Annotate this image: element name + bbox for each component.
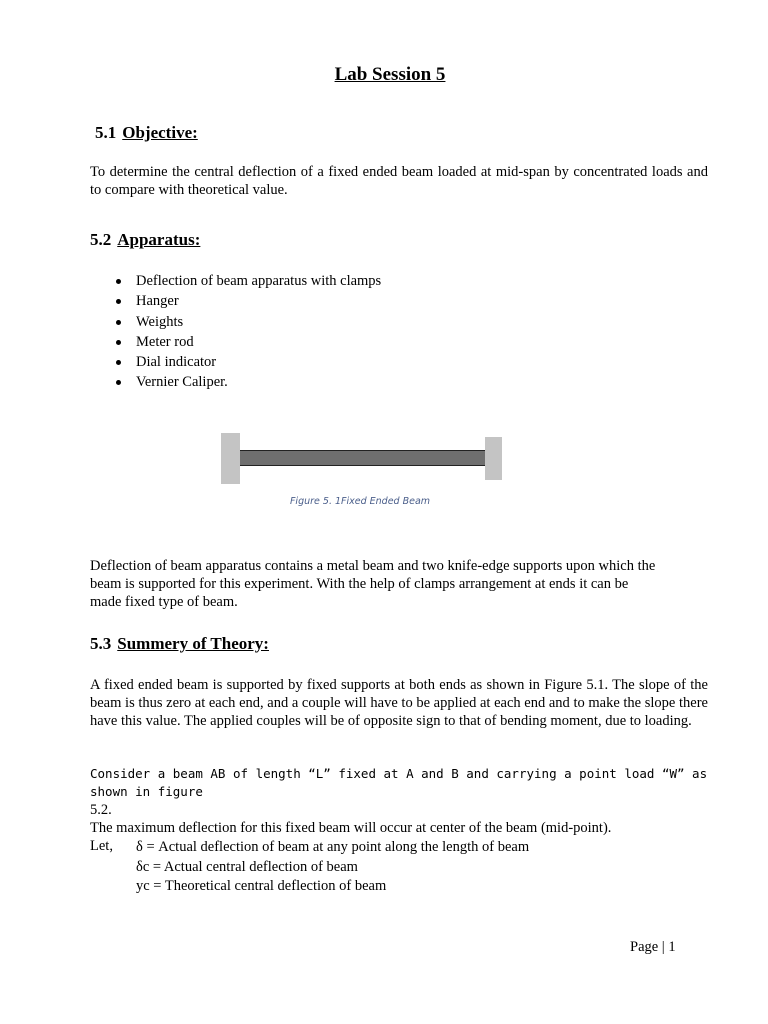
definitions-list [136,838,529,897]
bullet-icon [116,320,121,325]
section-heading-apparatus [90,230,200,250]
list-item-text: Deflection of beam apparatus with clamps [136,273,382,289]
section-label: Summery of Theory: [117,634,269,653]
list-item [112,291,381,311]
list-item [112,332,381,352]
objective-paragraph: To determine the central deflection of a fixed ended beam loaded at mid-span by concentrated loads and to compare with theoretical value. [90,164,708,198]
definition-delta: δ = Actual deflection of beam at any point along the length of beam [136,839,530,855]
theory-consider-line: Consider a beam AB of length “L” fixed at A and B and carrying a point load “W” as shown in figure [90,766,708,799]
theory-figure-ref: 5.2. [90,802,112,818]
let-label: Let, [90,838,113,854]
bullet-icon [116,360,121,365]
section-heading-objective [95,123,198,143]
section-label: Apparatus: [117,230,201,249]
list-item-text: Vernier Caliper. [136,374,228,391]
list-item [112,372,381,392]
beam [240,450,485,466]
page-title: Lab Session 5 [334,64,446,85]
list-item [112,312,381,332]
theory-max-deflection: The maximum deflection for this fixed beam will occur at center of the beam (mid-point). [90,820,612,836]
list-item [112,352,381,372]
section-heading-theory [90,634,269,654]
section-number: 5.2 [90,230,112,249]
section-number: 5.3 [90,634,112,653]
bullet-icon [116,279,121,284]
figure-caption: Figure 5. 1Fixed Ended Beam [289,496,431,507]
page-number: Page | 1 [630,939,676,955]
right-fixed-support [485,437,502,480]
section-label: Objective: [122,123,198,142]
bullet-icon [116,380,121,385]
list-item [112,271,381,291]
definition-delta-c: δc = Actual central deflection of beam [136,858,358,875]
section-number: 5.1 [95,123,117,142]
list-item-text: Hanger [136,293,179,310]
apparatus-list [112,271,381,393]
list-item-text: Dial indicator [136,354,217,371]
left-fixed-support [221,433,240,484]
fixed-beam-figure [221,433,503,485]
bullet-icon [116,340,121,345]
bullet-icon [116,299,121,304]
list-item-text: Weights [136,313,184,330]
definition-yc: yc = Theoretical central deflection of beam [136,878,387,894]
theory-paragraph-1: A fixed ended beam is supported by fixed supports at both ends as shown in Figure 5.1. The slope of the beam is thus zero at each end, and a couple will have to be applied at each end and to make the slope there have this value. The applied couples will be of opposite sign to that of bending moment, due to loading. [90,677,708,729]
list-item-text: Meter rod [136,333,194,350]
apparatus-description: Deflection of beam apparatus contains a metal beam and two knife-edge supports upon which the beam is supported for this experiment. With the help of clamps arrangement at ends it can be made fixed type of beam. [90,558,656,610]
